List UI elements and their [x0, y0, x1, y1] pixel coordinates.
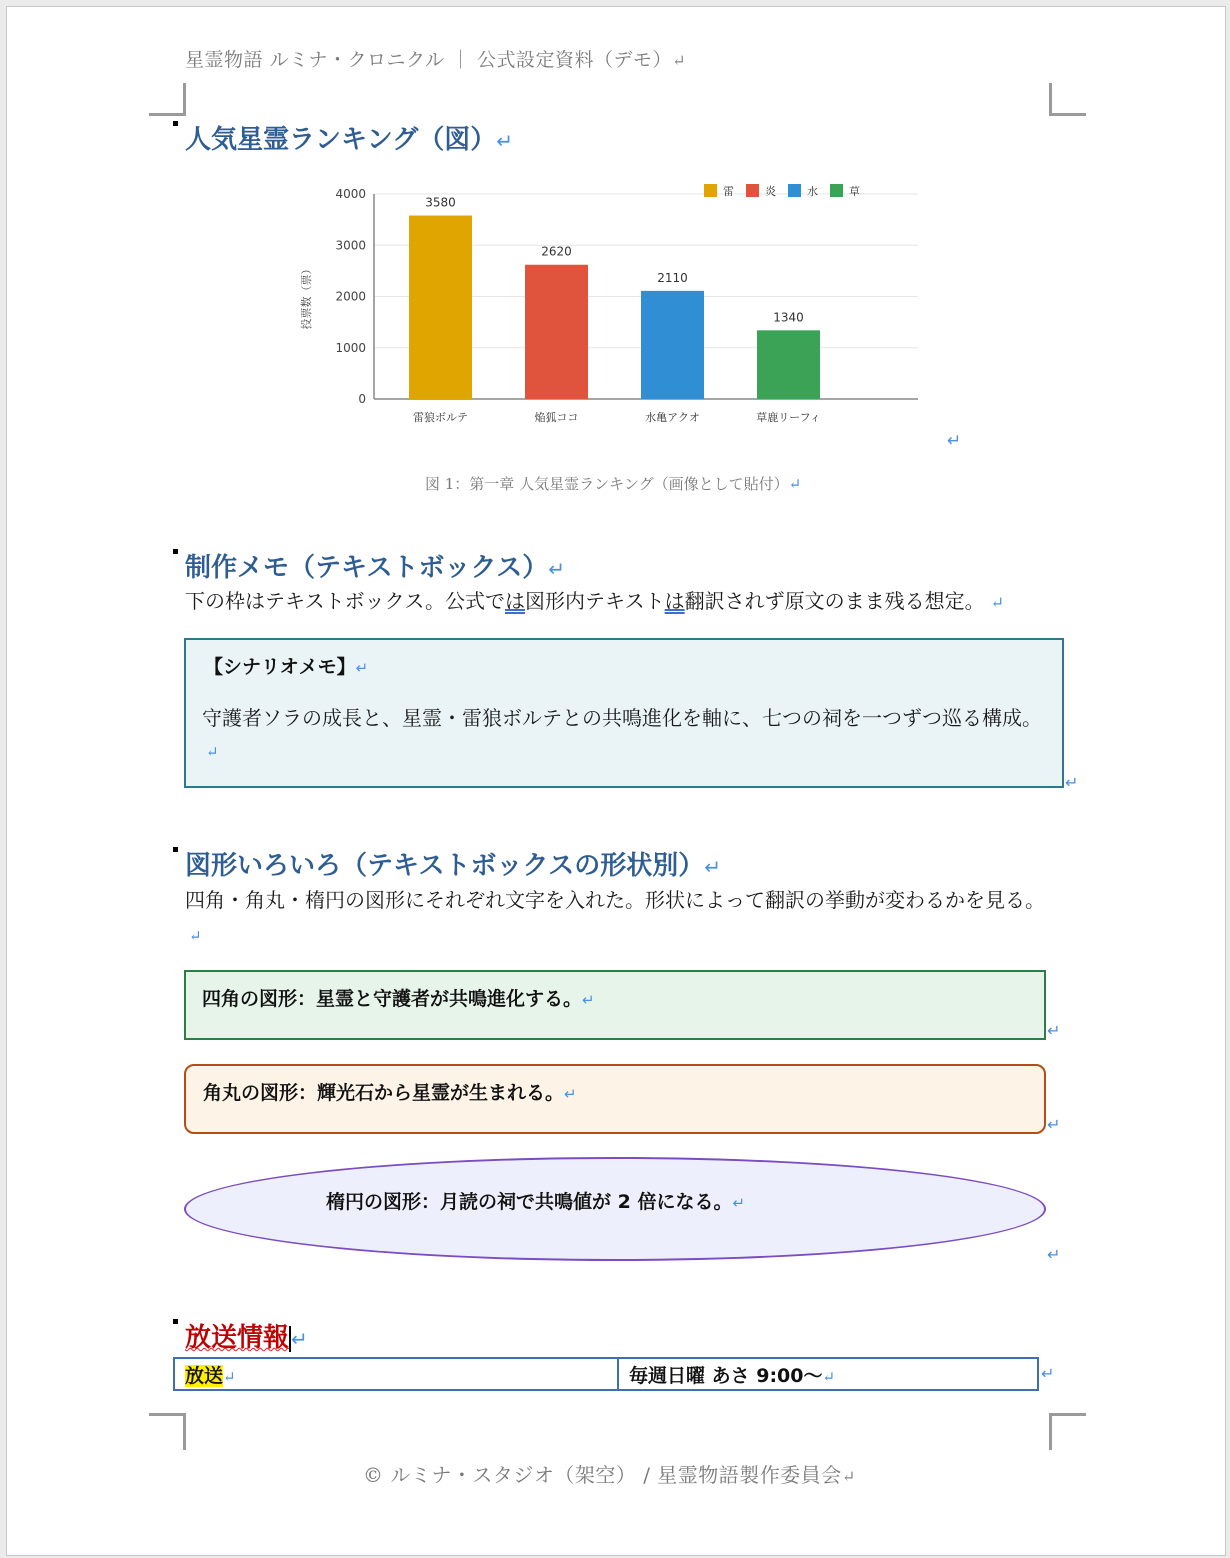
- y-tick-label: 1000: [335, 340, 366, 355]
- paragraph-mark-icon: ↵: [1065, 773, 1079, 792]
- x-tick-label: 草鹿リーフィ: [756, 411, 821, 424]
- y-tick-label: 2000: [335, 289, 366, 304]
- legend-label: 雷: [723, 185, 734, 198]
- paragraph-mark-icon: ↵: [672, 51, 686, 70]
- scenario-memo-title: [204, 652, 368, 679]
- paragraph-mark-icon: ↵: [582, 991, 595, 1009]
- bar: [525, 265, 588, 399]
- rectangle-shape-label: [202, 984, 595, 1011]
- y-tick-label: 0: [358, 392, 366, 406]
- rounded-rectangle-shape[interactable]: [184, 1064, 1046, 1134]
- heading-ranking-text: 人気星霊ランキング（図）: [185, 125, 497, 155]
- y-tick-label: 3000: [335, 238, 366, 253]
- crop-mark-bottom-right: [1049, 1413, 1086, 1450]
- paragraph-mark-icon: ↵: [223, 1367, 236, 1386]
- paragraph-mark-icon: ↵: [822, 1367, 836, 1386]
- figure-caption[interactable]: [425, 473, 801, 494]
- crop-mark-top-right: [1049, 83, 1086, 116]
- heading-bullet: [173, 121, 178, 126]
- crop-mark-top-left: [149, 83, 186, 116]
- shapes-intro-paragraph[interactable]: [185, 883, 1051, 953]
- memo-intro-part: 翻訳されず原文のまま残る想定。: [684, 589, 985, 613]
- rounded-shape-label: [203, 1078, 577, 1105]
- broadcast-table[interactable]: [173, 1357, 1039, 1391]
- heading-bullet: [173, 847, 178, 852]
- bar-value-label: 1340: [773, 310, 804, 325]
- legend-swatch: [746, 184, 759, 197]
- ellipse-shape-label: [326, 1187, 745, 1214]
- paragraph-mark-icon: ↵: [1047, 1115, 1061, 1134]
- heading-memo-text: 制作メモ（テキストボックス）: [185, 553, 549, 583]
- ranking-chart-svg: [290, 174, 930, 436]
- memo-intro-part: 下の枠はテキストボックス。公式で: [185, 589, 505, 613]
- bar-value-label: 3580: [425, 195, 456, 210]
- paragraph-mark-icon: ↵: [355, 659, 369, 677]
- page-header[interactable]: [185, 45, 686, 72]
- legend-label: 水: [807, 185, 818, 198]
- paragraph-mark-icon: ↵: [732, 1194, 746, 1212]
- rounded-shape-text: 角丸の図形：輝光石から星霊が生まれる。: [203, 1082, 565, 1104]
- memo-intro-part: 図形内テキスト: [525, 589, 665, 613]
- bar-value-label: 2110: [657, 270, 688, 285]
- crop-mark-bottom-left: [149, 1413, 186, 1450]
- document-page: [6, 6, 1226, 1556]
- paragraph-mark-icon: ↵: [189, 927, 202, 945]
- heading-shapes[interactable]: [185, 845, 721, 882]
- bar: [757, 330, 820, 399]
- paragraph-mark-icon: ↵: [1047, 1245, 1061, 1264]
- footer-text: © ルミナ・スタジオ（架空） / 星霊物語製作委員会: [363, 1463, 842, 1487]
- paragraph-mark-icon: ↵: [1047, 1021, 1061, 1040]
- paragraph-mark-icon: ↵: [564, 1085, 577, 1103]
- legend-label: 炎: [765, 185, 776, 198]
- header-text: 星霊物語 ルミナ・クロニクル ｜ 公式設定資料（デモ）: [185, 49, 673, 71]
- scenario-memo-textbox[interactable]: [184, 638, 1064, 788]
- paragraph-mark-icon: ↵: [1041, 1364, 1055, 1383]
- x-tick-label: 雷狼ボルテ: [413, 411, 468, 424]
- heading-broadcast-text: 放送情報: [185, 1323, 290, 1353]
- table-row: [174, 1358, 1038, 1390]
- heading-bullet: [173, 549, 178, 554]
- legend-swatch: [788, 184, 801, 197]
- rectangle-shape-text: 四角の図形：星霊と守護者が共鳴進化する。: [202, 988, 583, 1010]
- bar: [641, 291, 704, 399]
- ranking-chart: [290, 174, 930, 436]
- paragraph-mark-icon: ↵: [947, 431, 962, 451]
- heading-memo[interactable]: [185, 547, 565, 584]
- rectangle-shape[interactable]: [184, 970, 1046, 1040]
- legend-label: 草: [849, 185, 860, 198]
- shapes-intro-text: 四角・角丸・楕円の図形にそれぞれ文字を入れた。形状によって翻訳の挙動が変わるかを見る。: [185, 888, 1045, 912]
- paragraph-mark-icon: ↵: [496, 129, 513, 153]
- bar: [409, 216, 472, 399]
- legend-swatch: [830, 184, 843, 197]
- y-tick-label: 4000: [335, 187, 366, 201]
- x-tick-label: 水亀アクオ: [645, 411, 700, 424]
- table-cell[interactable]: [174, 1358, 618, 1390]
- page-footer[interactable]: [363, 1459, 856, 1488]
- heading-bullet: [173, 1319, 178, 1324]
- heading-ranking[interactable]: [185, 119, 513, 156]
- paragraph-mark-icon: ↵: [788, 475, 802, 493]
- paragraph-mark-icon: ↵: [548, 557, 565, 581]
- y-axis-label: 投票数（票）: [300, 263, 313, 330]
- heading-broadcast[interactable]: [185, 1317, 308, 1354]
- figure-caption-text: 図 1：第一章 人気星霊ランキング（画像として貼付）: [425, 475, 789, 493]
- broadcast-schedule: 毎週日曜 あさ 9:00〜: [629, 1364, 823, 1387]
- ellipse-shape[interactable]: [184, 1157, 1046, 1261]
- paragraph-mark-icon: ↵: [291, 1327, 308, 1351]
- memo-intro-paragraph[interactable]: [185, 584, 1004, 620]
- paragraph-mark-icon: ↵: [990, 593, 1005, 612]
- x-tick-label: 焔狐ココ: [534, 411, 579, 424]
- scenario-memo-body-text: 守護者ソラの成長と、星霊・雷狼ボルテとの共鳴進化を軸に、七つの祠を一つずつ巡る構成。: [202, 706, 1042, 730]
- scenario-memo-body: [202, 702, 1048, 768]
- paragraph-mark-icon: ↵: [841, 1467, 856, 1486]
- broadcast-label: 放送: [185, 1364, 224, 1387]
- ellipse-shape-text: 楕円の図形：月読の祠で共鳴値が 2 倍になる。: [326, 1191, 733, 1213]
- heading-shapes-text: 図形いろいろ（テキストボックスの形状別）: [185, 851, 705, 881]
- table-cell[interactable]: [618, 1358, 1038, 1390]
- bar-value-label: 2620: [541, 244, 572, 259]
- memo-intro-underlined: は: [664, 589, 685, 613]
- paragraph-mark-icon: ↵: [206, 743, 219, 761]
- paragraph-mark-icon: ↵: [704, 855, 721, 879]
- memo-intro-underlined: は: [505, 589, 525, 613]
- legend-swatch: [704, 184, 717, 197]
- scenario-memo-title-text: 【シナリオメモ】: [204, 656, 356, 678]
